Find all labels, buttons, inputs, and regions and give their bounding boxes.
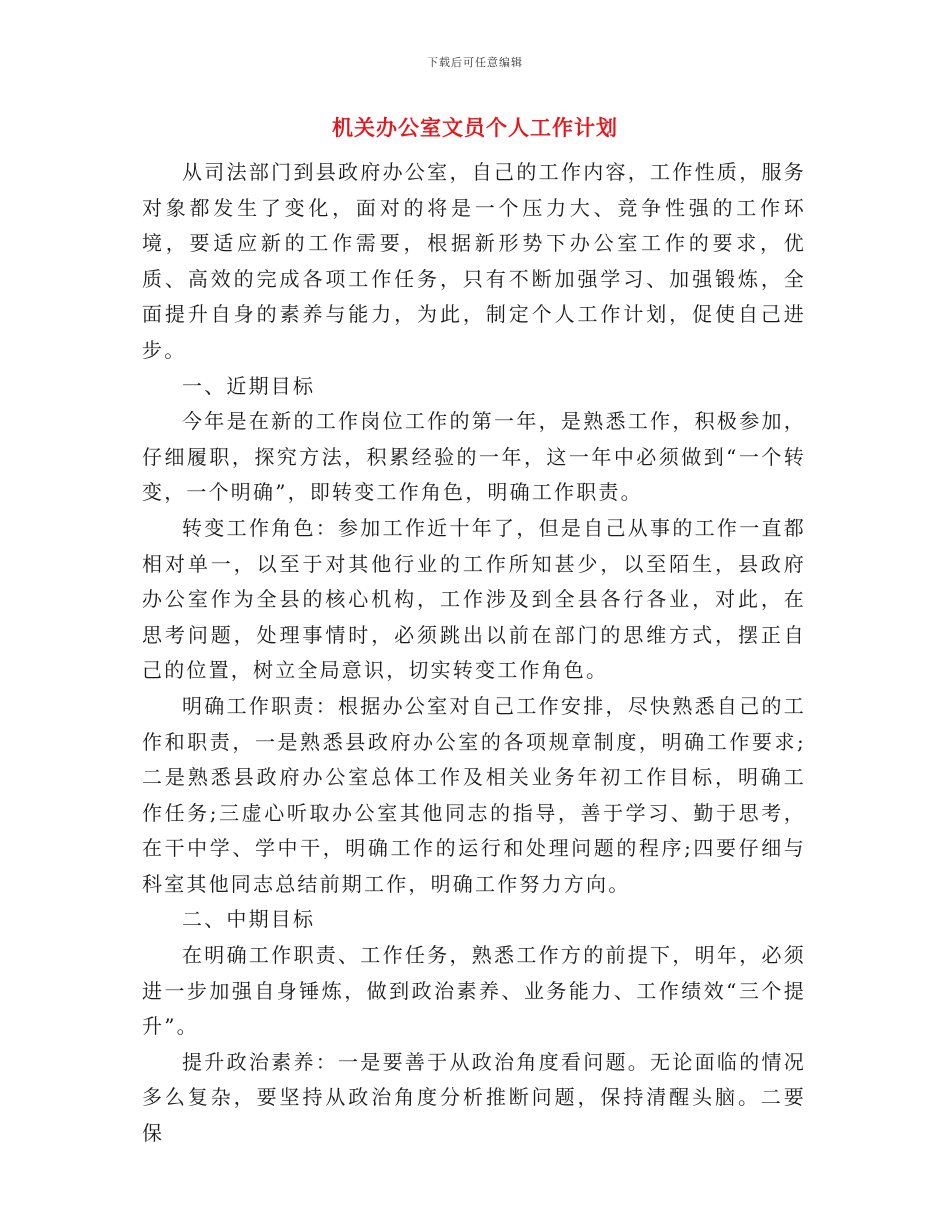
- document-body: [142, 155, 806, 1152]
- section-heading-mid-term: 二、中期目标: [182, 907, 316, 932]
- paragraph-near-term: 今年是在新的工作岗位工作的第一年，是熟悉工作，积极参加，仔细履职，探究方法，积累经验的一年，这一年中必须做到“一个转变，一个明确”，即转变工作角色，明确工作职责。: [142, 409, 806, 505]
- paragraph-intro: 从司法部门到县政府办公室，自己的工作内容，工作性质，服务对象都发生了变化，面对的将是一个压力大、竞争性强的工作环境，要适应新的工作需要，根据新形势下办公室工作的要求，优质、高效的完成各项工作任务，只有不断加强学习、加强锻炼，全面提升自身的素养与能力，为此，制定个人工作计划，促使自己进步。: [142, 160, 806, 362]
- section-heading-near-term: 一、近期目标: [182, 373, 316, 398]
- paragraph-role-change: 转变工作角色：参加工作近十年了，但是自己从事的工作一直都相对单一，以至于对其他行业的工作所知甚少，以至陌生，县政府办公室作为全县的核心机构，工作涉及到全县各行各业，对此，在思考问题，处理事情时，必须跳出以前在部门的思维方式，摆正自己的位置，树立全局意识，切实转变工作角色。: [142, 515, 806, 683]
- paragraph-mid-term: 在明确工作职责、工作任务，熟悉工作方的前提下，明年，必须进一步加强自身锤炼，做到政治素养、业务能力、工作绩效“三个提升”。: [142, 943, 806, 1039]
- paragraph-political-quality: 提升政治素养：一是要善于从政治角度看问题。无论面临的情况多么复杂，要坚持从政治角度分析推断问题，保持清醒头脑。二要保: [142, 1049, 806, 1146]
- page-header-note: 下载后可任意编辑: [427, 56, 523, 69]
- paragraph-duties: 明确工作职责：根据办公室对自己工作安排，尽快熟悉自己的工作和职责，一是熟悉县政府办公室的各项规章制度，明确工作要求;二是熟悉县政府办公室总体工作及相关业务年初工作目标，明确工作任务;三虚心听取办公室其他同志的指导，善于学习、勤于思考，在干中学、学中干，明确工作的运行和处理问题的程序;四要仔细与科室其他同志总结前期工作，明确工作努力方向。: [142, 693, 806, 896]
- document-title: 机关办公室文员个人工作计划: [332, 115, 618, 140]
